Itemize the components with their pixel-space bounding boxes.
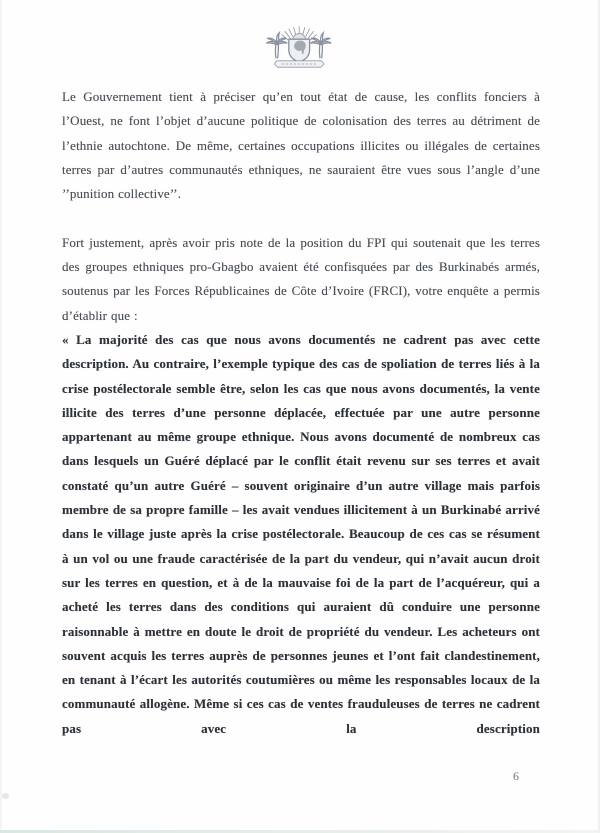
scan-edge-left (0, 0, 2, 833)
paragraph-quoted-findings: « La majorité des cas que nous avons documentés ne cadrent pas avec cette description. Au contraire, l’exemple typique des cas de spoliation de terres liés à la crise postélectorale semble être, selon les cas que nous avons documentés, la vente illicite des terres d’une personne déplacée, effectuée par une autre personne appartenant au même groupe ethnique. Nous avons documenté de nombreux cas dans lesquels un Guéré déplacé par le conflit était revenu sur ses terres et avait constaté qu’un autre Guéré – souvent originaire d’un autre village mais parfois membre de sa propre famille – les avait vendues illicitement à un Burkinabé arrivé dans le village juste après la crise postélectorale. Beaucoup de ces cas se résument à un vol ou une fraude caractérisée de la part du vendeur, qui n’avait aucun droit sur les terres en question, et à de la mauvaise foi de la part de l’acquéreur, qui a acheté les terres dans des conditions qui auraient dû conduire une personne raisonnable à mettre en doute le droit de propriété du vendeur. Les acheteurs ont souvent acquis les terres auprès de personnes jeunes et l’ont fait clandestinement, en tenant à l’écart les autorités coutumières ou même les responsables locaux de la communauté allogène. Même si ces cas de ventes frauduleuses de terres ne cadrent pas avec la description (62, 331, 540, 736)
scan-smudge (2, 793, 9, 799)
paragraph-fpi-enquiry: Fort justement, après avoir pris note de la position du FPI qui soutenait que les terres des groupes ethniques pro-Gbagbo avaient été confisquées par des Burkinabés armés, soutenus par les Forces Républicaines de Côte d’Ivoire (FRCI), votre enquête a permis d’établir que : (62, 234, 540, 323)
palm-tree-right-icon (310, 33, 331, 59)
document-body (62, 85, 540, 741)
shield-elephant-icon (289, 39, 310, 62)
coat-of-arms-cote-divoire-icon (259, 24, 339, 72)
banner-ribbon-icon (274, 61, 324, 67)
page-number: 6 (513, 769, 519, 783)
paragraph-government-position: Le Gouvernement tient à préciser qu’en tout état de cause, les conflits fonciers à l’Ouest, ne font l’objet d’aucune politique de colonisation des terres au détriment de l’ethnie autochtone. De même, certaines occupations illicites ou illégales de certaines terres par d’autres communautés ethniques, ne sauraient être vues sous l’angle d’une ’’punition collective’’. (62, 89, 540, 202)
